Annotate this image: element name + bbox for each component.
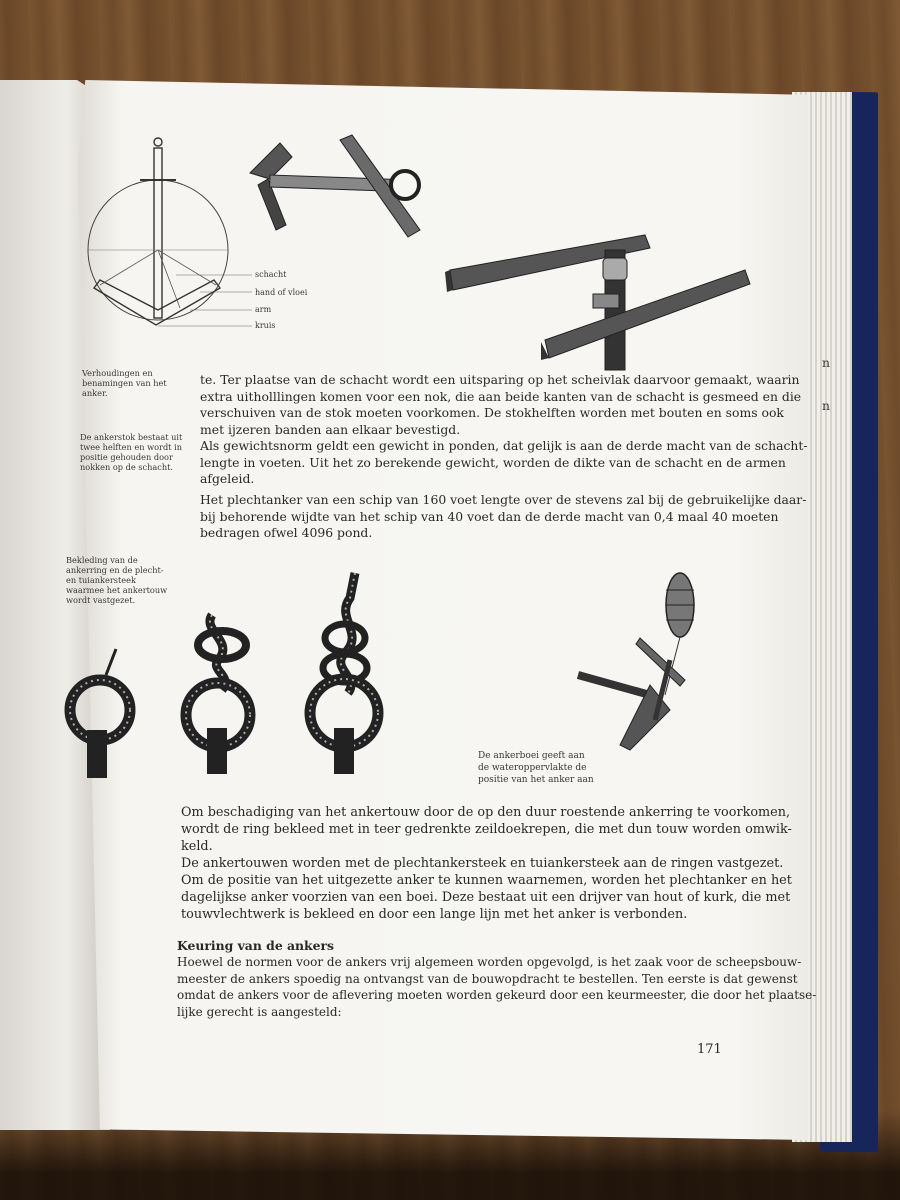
caption-ankerstok: De ankerstok bestaat uit twee helften en wordt in positie gehouden door nokken op de schacht. — [80, 432, 183, 472]
label-hand-of-vloei: hand of vloei — [255, 288, 308, 297]
rope-ring-tuiankersteek — [300, 568, 400, 778]
anchor-perspective-drawing — [240, 135, 440, 245]
right-page-fragment: n — [822, 355, 830, 370]
paragraph-4: Hoewel de normen voor de ankers vrij algemeen worden opgevolgd, is het zaak voor de scheepsbouw- meester de ankers spoedig na ontvangst van de bouwopdracht te bestellen. Ten eerste is dat gewenst omdat de ankers voor de aflevering moeten worden gekeurd door een keurmeester, die door het plaatse- lijke gerecht is aangesteld: — [177, 955, 817, 1019]
label-arm: arm — [255, 305, 272, 314]
caption-verhoudingen: Verhoudingen en benamingen van het anker. — [82, 368, 167, 398]
paragraph-3: Om beschadiging van het ankertouw door de op den duur roestende ankerring te voorkomen, wordt de ring bekleed met in teer gedrenkte zeildoekrepen, die met dun touw worden omwik- keld. De ankertouwen worden met de plechtankersteek en tuiankersteek aan de ringen vastgezet. Om de positie van het uitgezette anker te kunnen waarnemen, worden het plechtanker en het dagelijkse anker voorzien van een boei. Deze bestaat uit een drijver van hout of kurk, die met touwvlechtwerk is bekleed en door een lange lijn met het anker is verbonden. — [181, 805, 792, 922]
right-page-fragment: n — [822, 398, 830, 413]
paragraph-1: te. Ter plaatse van de schacht wordt een uitsparing op het scheivlak daarvoor gemaakt, waarin extra uitholllingen komen voor een nok, die aan beide kanten van de schacht is gesmeed en die verschuiven van de stok moeten voorkomen. De stokhelften worden met bouten en soms ook met ijzeren banden aan elkaar bevestigd. Als gewichtsnorm geldt een gewicht in ponden, dat gelijk is aan de derde macht van de schacht- lengte in voeten. Uit het zo berekende gewicht, worden de dikte van de schacht en de armen afgeleid. — [200, 372, 808, 486]
page-number: 171 — [697, 1042, 722, 1057]
caption-ankerboei: De ankerboei geeft aan de wateroppervlakte de positie van het anker aan — [478, 751, 594, 785]
section-heading: Keuring van de ankers — [177, 938, 335, 953]
rope-ring-plechtankersteek — [172, 600, 272, 780]
label-kruis: kruis — [255, 321, 276, 330]
anchor-buoy-drawing — [570, 560, 710, 760]
caption-bekleding: Bekleding van de ankerring en de plecht- en tuiankersteek waarmee het ankertouw wordt vastgezet. — [66, 555, 168, 605]
paragraph-2: Het plechtanker van een schip van 160 voet lengte over de stevens zal bij de gebruikelijke daar- bij behorende wijdte van het schip van 40 voet dan de derde macht van 0,4 maal 40 moeten bedragen ofwel 4096 pond. — [200, 492, 807, 540]
anchor-stock-drawing — [445, 230, 755, 370]
rope-ring-wrapped — [60, 645, 150, 780]
label-schacht: schacht — [255, 270, 287, 279]
